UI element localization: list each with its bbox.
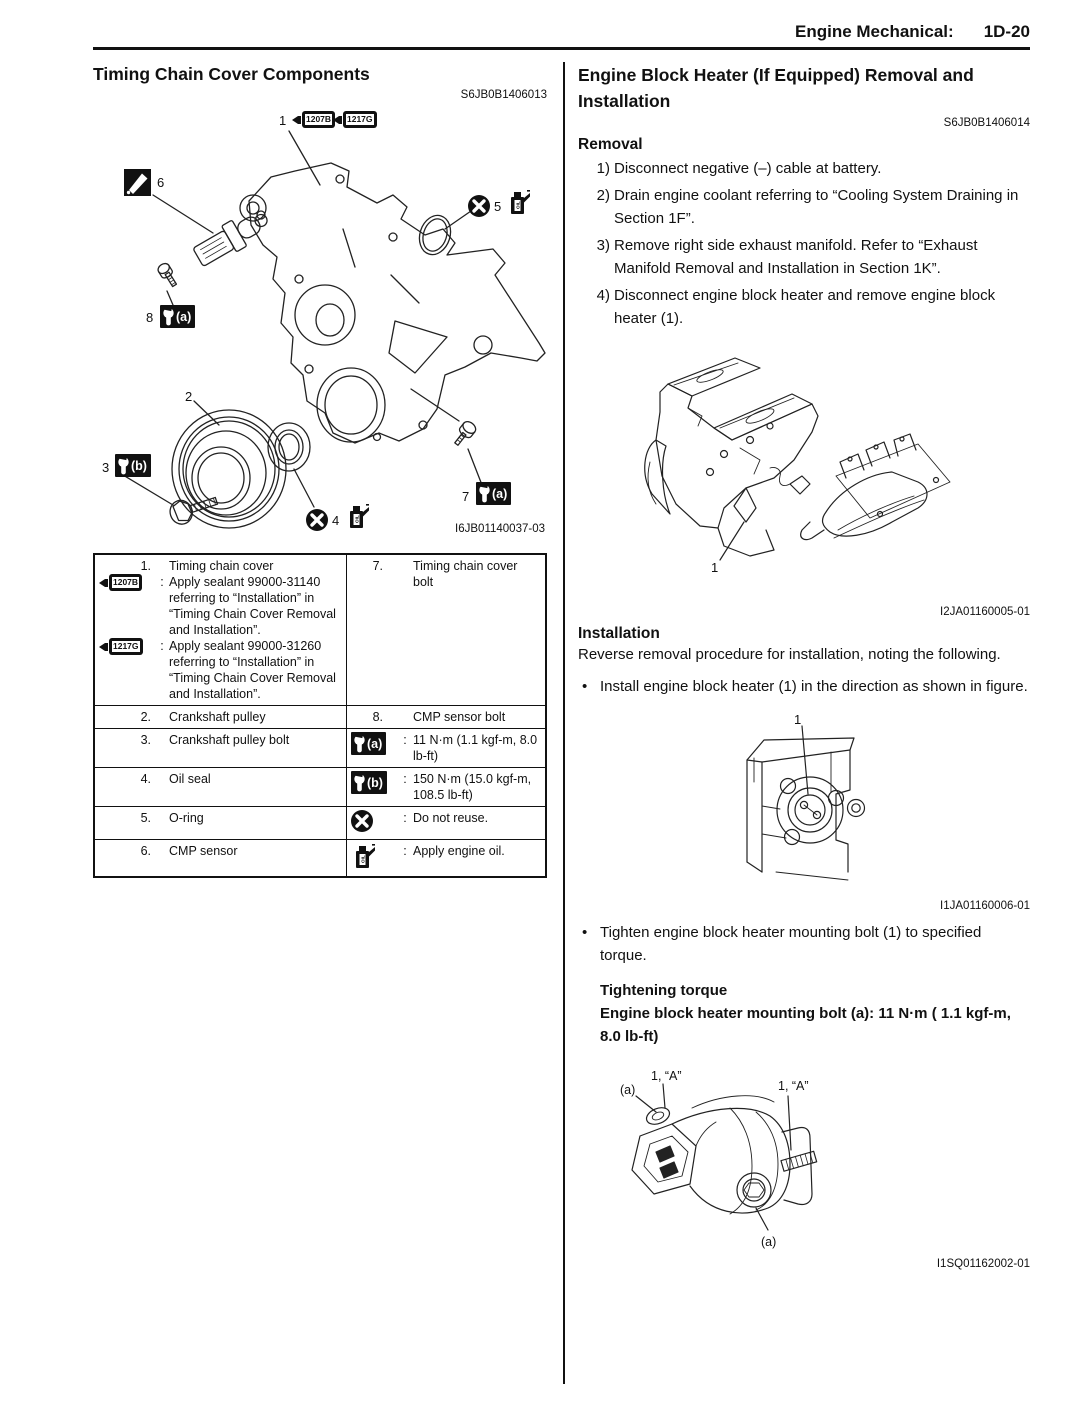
left-ref-code: S6JB0B1406013 xyxy=(460,89,547,101)
item-label: Crankshaft pulley bolt xyxy=(169,733,290,747)
table-row: 4. Oil seal (b) : 150 N·m (15.0 kgf-m, 108.5 lb-ft) xyxy=(95,767,545,806)
sealant-code: 1217G xyxy=(347,114,373,124)
item-label: Oil seal xyxy=(169,772,211,786)
left-column xyxy=(93,62,547,1384)
wrench-label: (a) xyxy=(176,309,192,324)
sealant-note: Apply sealant 99000-31260 referring to “Installation” in “Timing Chain Cover Removal and Installation”. xyxy=(169,639,336,701)
sealant-cap xyxy=(339,116,342,124)
removal-step: 4) Disconnect engine block heater and remove engine block heater (1). xyxy=(588,284,1030,330)
oil-can-icon xyxy=(506,189,530,215)
bullet-marker: • xyxy=(582,924,588,941)
wrench-glyph xyxy=(478,484,491,503)
content-columns xyxy=(93,62,1030,1384)
sealant-code: 1217G xyxy=(113,641,139,651)
header-rule xyxy=(93,47,1030,50)
figure-engine-manifold xyxy=(640,342,1040,604)
label-1a-left: 1, “A” xyxy=(651,1069,682,1083)
torque-value: 150 N·m (15.0 kgf-m, 108.5 lb-ft) xyxy=(413,772,532,802)
installation-intro: Reverse removal procedure for installation, noting the following. xyxy=(578,646,1001,663)
sealant-tube-icon-1217g xyxy=(333,111,377,128)
figure-callout-1: 1 xyxy=(711,560,719,575)
heater-location-art xyxy=(736,710,1026,898)
item-label: Crankshaft pulley xyxy=(169,710,266,724)
right-column xyxy=(578,62,1030,1384)
note-text: Do not reuse. xyxy=(413,811,489,825)
callout-5: 5 xyxy=(494,199,502,214)
item-label: Timing chain cover bolt xyxy=(413,559,518,589)
oil-can-icon xyxy=(351,843,375,869)
bullet-text: Install engine block heater (1) in the direction as shown in figure. xyxy=(600,678,1028,695)
sealant-tube-icon-1207b xyxy=(99,574,142,591)
label-a-bottom: (a) xyxy=(761,1235,777,1249)
do-not-reuse-icon xyxy=(351,810,373,832)
torque-wrench-a-icon xyxy=(476,482,511,505)
block-heater-art xyxy=(618,1066,958,1256)
item-number: 1. xyxy=(140,559,151,573)
header-page-number: 1D-20 xyxy=(983,22,1030,41)
item-label: O-ring xyxy=(169,811,204,825)
torque-wrench-b-icon: (b) xyxy=(351,771,387,794)
figure-code: I2JA01160005-01 xyxy=(940,606,1030,618)
callout-1: 1 xyxy=(279,113,287,128)
torque-value: 11 N·m (1.1 kgf-m, 8.0 lb-ft) xyxy=(413,733,538,763)
do-not-reuse-icon xyxy=(468,195,490,217)
note-text: Apply engine oil. xyxy=(413,844,505,858)
section-title-right: Engine Block Heater (If Equipped) Removal and Installation xyxy=(578,65,974,111)
label-a-left: (a) xyxy=(620,1083,636,1097)
removal-step: 2) Drain engine coolant referring to “Cooling System Draining in Section 1F”. xyxy=(588,184,1030,230)
sealant-code: 1207B xyxy=(306,114,332,124)
table-row: 1. Timing chain cover 1207B : Apply sealant 99000-31140 referring to “Installation” in “Timing Chain Cover Removal and Installation”. 1217G : Apply sealant 99000-31260 referring to “Installation” in “Timing Chain Cover Removal and Installation”. 7. Timing chain cover bolt xyxy=(95,555,545,705)
installation-heading: Installation xyxy=(578,625,660,642)
figure-callout-1: 1 xyxy=(794,712,802,727)
svg-text:OIL: OIL xyxy=(515,201,521,209)
callout-4: 4 xyxy=(332,513,340,528)
step-text: Disconnect negative (–) cable at battery. xyxy=(614,160,882,177)
bullet-text: Tighten engine block heater mounting bolt (1) to specified torque. xyxy=(600,924,982,964)
sealant-cap xyxy=(298,116,301,124)
tightening-torque-spec: Engine block heater mounting bolt (a): 11 N·m ( 1.1 kgf-m, 8.0 lb-ft) xyxy=(600,1005,1011,1045)
wrench-glyph xyxy=(162,307,175,326)
timing-cover-diagram xyxy=(93,107,547,547)
table-row: 5. O-ring : Do not reuse. xyxy=(95,806,545,839)
sealant-code: 1207B xyxy=(113,577,139,587)
torque-wrench-b-icon xyxy=(115,454,151,477)
engine-manifold-art xyxy=(640,342,1040,604)
wrench-label: (a) xyxy=(492,486,508,501)
callout-8: 8 xyxy=(146,310,154,325)
header-section-title: Engine Mechanical: xyxy=(794,22,954,41)
svg-text:OIL: OIL xyxy=(360,855,366,863)
column-divider xyxy=(563,62,565,1384)
callout-3: 3 xyxy=(102,460,110,475)
bullet-marker: • xyxy=(582,678,588,695)
svg-text:OIL: OIL xyxy=(354,515,360,523)
removal-step: 1) Disconnect negative (–) cable at battery. xyxy=(588,157,1030,180)
step-text: Remove right side exhaust manifold. Refer to “Exhaust Manifold Removal and Installation in Section 1K”. xyxy=(614,237,978,277)
do-not-reuse-icon xyxy=(306,509,328,531)
installation-bullet xyxy=(582,921,1030,967)
table-row: 3. Crankshaft pulley bolt (a) : 11 N·m (1.1 kgf-m, 8.0 lb-ft) xyxy=(95,728,545,767)
step-text: Drain engine coolant referring to “Cooling System Draining in Section 1F”. xyxy=(614,187,1019,227)
wrench-label: (b) xyxy=(131,458,147,473)
figure-code: I1JA01160006-01 xyxy=(940,900,1030,912)
table-row: 2. Crankshaft pulley 8. CMP sensor bolt xyxy=(95,705,545,728)
figure-heater-location xyxy=(736,710,1026,898)
sealant-tube-icon-1207b xyxy=(292,111,335,128)
oil-can-icon xyxy=(345,503,369,529)
torque-wrench-a-icon: (a) xyxy=(351,732,386,755)
sealant-tube-icon-1217g xyxy=(99,638,143,655)
section-title-left: Timing Chain Cover Components xyxy=(93,64,370,84)
removal-heading: Removal xyxy=(578,136,643,153)
item-label: CMP sensor xyxy=(169,844,238,858)
label-1a-right: 1, “A” xyxy=(778,1079,809,1093)
wrench-glyph xyxy=(117,456,130,475)
removal-step: 3) Remove right side exhaust manifold. Refer to “Exhaust Manifold Removal and Installation in Section 1K”. xyxy=(588,234,1030,280)
step-text: Disconnect engine block heater and remove engine block heater (1). xyxy=(614,287,996,327)
figure-block-heater xyxy=(618,1066,958,1256)
item-number: 7. xyxy=(372,559,383,573)
callout-2: 2 xyxy=(185,389,193,404)
torque-wrench-a-icon xyxy=(160,305,195,328)
figure-code: I1SQ01162002-01 xyxy=(936,1258,1030,1270)
callout-6: 6 xyxy=(157,175,165,190)
figure-code-left: I6JB01140037-03 xyxy=(455,523,545,535)
item-label: CMP sensor bolt xyxy=(413,710,506,724)
item-label: Timing chain cover xyxy=(169,559,274,573)
grease-applicator-icon xyxy=(124,169,151,196)
callout-7: 7 xyxy=(462,489,470,504)
page-header xyxy=(93,22,1030,42)
tightening-torque-heading: Tightening torque xyxy=(600,982,728,999)
right-ref-code: S6JB0B1406014 xyxy=(943,117,1030,129)
sealant-note: Apply sealant 99000-31140 referring to “Installation” in “Timing Chain Cover Removal and Installation”. xyxy=(169,575,336,637)
installation-bullet xyxy=(582,675,1030,698)
table-row: 6. CMP sensor OIL : Apply engine oil. xyxy=(95,839,545,876)
parts-table xyxy=(93,553,547,878)
